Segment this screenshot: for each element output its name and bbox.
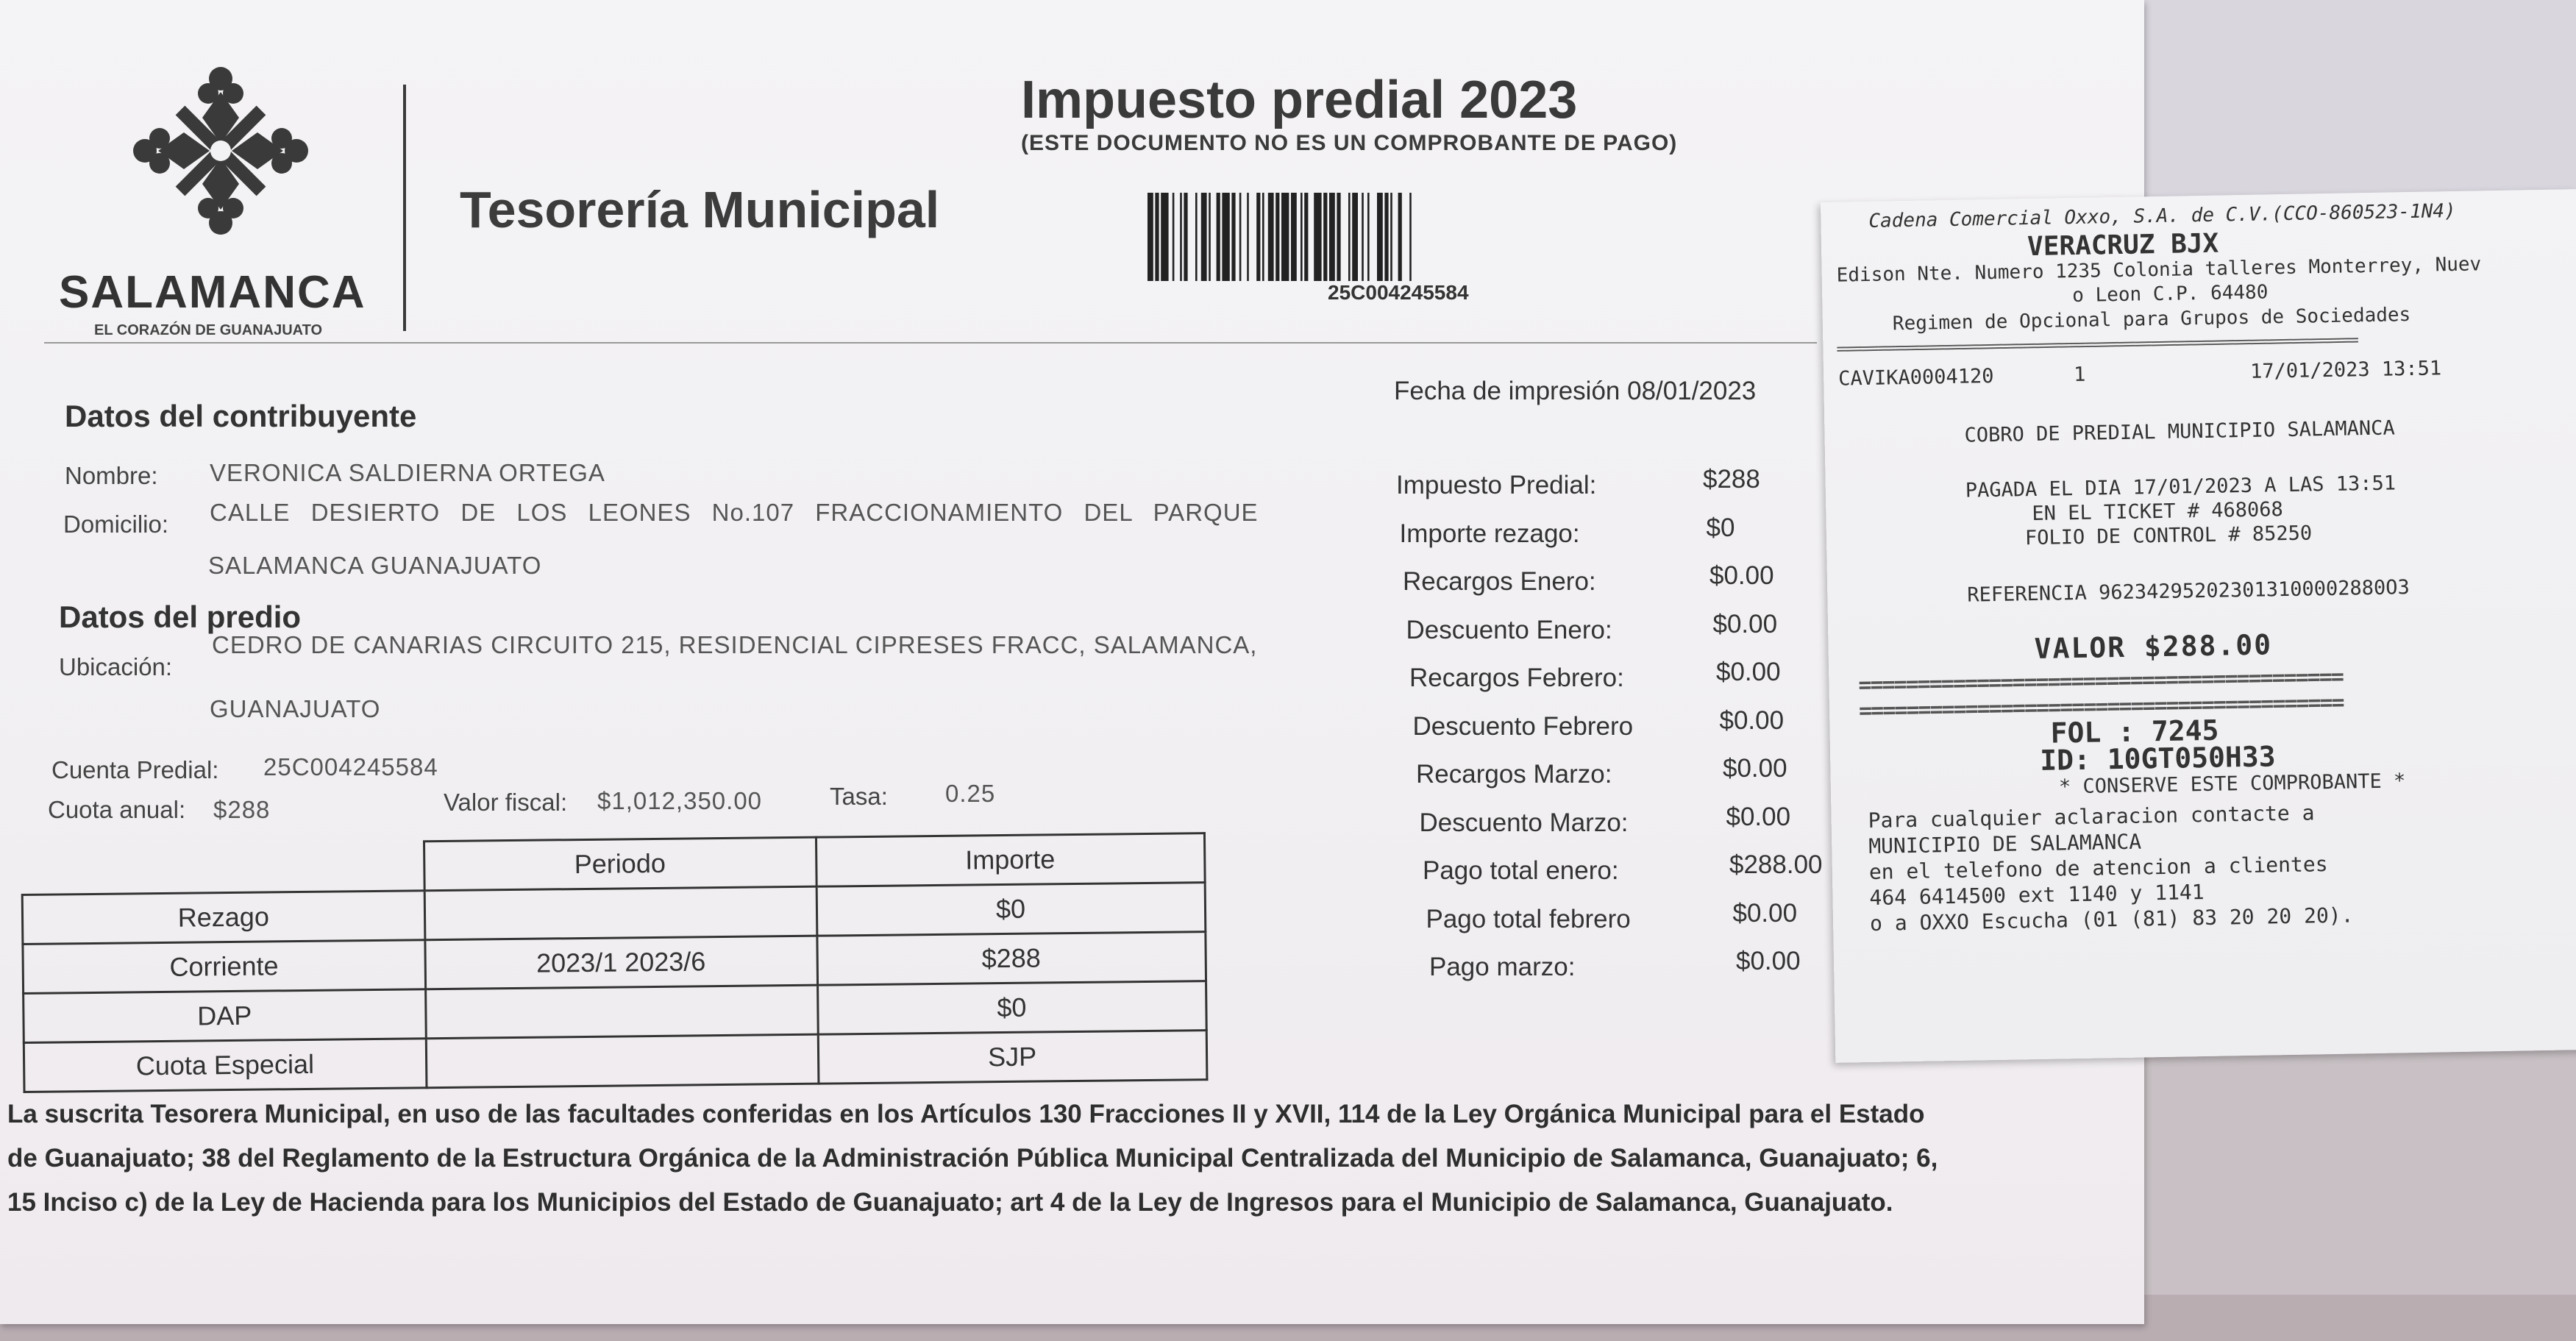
barcode-bar [1304,193,1308,281]
logo-tagline: EL CORAZÓN DE GUANAJUATO [94,322,323,338]
table-header-periodo: Periodo [424,837,816,891]
receipt-folio-control: FOLIO DE CONTROL # 85250 [2024,522,2313,550]
receipt-ticket-number: EN EL TICKET # 468068 [2032,498,2284,526]
receipt-address-line2: o Leon C.P. 64480 [2072,281,2269,307]
desglose-value: $0.00 [1719,705,1785,735]
receipt-datetime: 17/01/2023 13:51 [2249,357,2442,383]
barcode-bar [1281,193,1289,281]
contribuyente-heading: Datos del contribuyente [65,399,417,433]
barcode-bar [1314,193,1321,281]
table-header-cell [22,842,424,895]
receipt-company: Cadena Comercial Oxxo, S.A. de C.V.(CCO-860523-1N4) [1868,199,2456,232]
desglose-value: $0.00 [1723,754,1787,783]
desglose-label: Importe rezago: [1399,519,1580,548]
barcode-bar [1222,193,1229,281]
barcode-bar [1323,193,1327,281]
desglose-label: Pago marzo: [1429,953,1576,981]
receipt-store: VERACRUZ BJX [2027,228,2219,263]
barcode-bar [1275,193,1279,281]
barcode-bar [1239,193,1242,281]
receipt-note-line1: Para cualquier aclaracion contacte a [1868,800,2315,833]
receipt-divider: ========================================= [1858,664,2344,699]
barcode-bar [1231,193,1235,281]
desglose-label: Descuento Marzo: [1419,808,1629,837]
barcode-bar [1262,193,1264,281]
barcode-bar [1352,193,1358,281]
header-divider [403,85,406,331]
row-concepto: Corriente [23,940,425,994]
domicilio-label: Domicilio: [63,511,169,538]
receipt-id: ID: 10GT050H33 [2039,740,2276,777]
barcode-bar [1291,193,1297,281]
tasa-value: 0.25 [945,780,996,807]
barcode-bar [1377,193,1383,281]
receipt-conserve: * CONSERVE ESTE COMPROBANTE * [2058,769,2406,799]
receipt-fol: FOL : 7245 [2050,714,2219,750]
receipt-caja: 1 [2073,363,2086,387]
cuenta-predial-value: 25C004245584 [263,753,438,780]
barcode-bar [1195,193,1198,281]
row-concepto: DAP [24,989,426,1043]
nombre-label: Nombre: [65,462,158,489]
row-importe: $0 [817,981,1206,1035]
desglose-value: $0.00 [1726,802,1791,831]
barcode-bar [1384,193,1388,281]
oxxo-receipt [1821,189,2576,1063]
desglose-value: $0.00 [1732,898,1798,928]
fecha-impresion: Fecha de impresión 08/01/2023 [1394,377,1757,405]
domicilio-value-line2: SALAMANCA GUANAJUATO [208,552,542,579]
desglose-label: Recargos Marzo: [1416,760,1612,789]
desglose-label: Pago total febrero [1426,904,1631,933]
receipt-paid: PAGADA EL DIA 17/01/2023 A LAS 13:51 [1965,472,2397,502]
barcode-bar [1155,193,1159,281]
barcode-bar [1161,193,1168,281]
periodo-table [21,832,1208,1093]
barcode-bar [1180,193,1182,281]
desglose-value: $0 [1706,513,1735,542]
document-subtitle: (ESTE DOCUMENTO NO ES UN COMPROBANTE DE PAGO) [1021,131,1678,155]
barcode-icon [1148,193,1655,281]
barcode-bar [1184,193,1187,281]
barcode-number: 25C004245584 [1328,281,1469,304]
barcode-bar [1173,193,1175,281]
document-title: Impuesto predial 2023 [1021,71,1578,129]
row-importe: $288 [816,932,1206,986]
barcode-bar [1337,193,1340,281]
receipt-divider: =============================================================== [1836,331,2358,359]
barcode-bar [1256,193,1260,281]
desglose-value: $288 [1703,465,1760,494]
desglose-value: $288.00 [1729,850,1823,879]
barcode-bar [1268,193,1274,281]
tasa-label: Tasa: [830,783,888,810]
receipt-valor: VALOR $288.00 [2034,628,2273,666]
desglose-label: Impuesto Predial: [1396,471,1597,499]
row-periodo: 2023/1 2023/6 [424,936,817,989]
desglose-value: $0.00 [1712,609,1778,639]
receipt-note-line3: en el telefono de atencion a clientes [1868,852,2328,884]
desglose-value: $0.00 [1716,658,1781,686]
barcode-bar [1209,193,1211,281]
receipt-note-line5: o a OXXO Escucha (01 (81) 83 20 20 20). [1869,903,2354,936]
cuota-anual-value: $288 [213,796,271,823]
domicilio-value-line1: CALLE DESIERTO DE LOS LEONES No.107 FRACCIONAMIENTO DEL PARQUE [210,499,1259,526]
barcode-bar [1362,193,1364,281]
row-periodo [424,886,817,940]
desglose-label: Descuento Enero: [1406,615,1612,644]
row-importe: $0 [816,883,1206,936]
desglose-value: $0.00 [1736,947,1801,975]
receipt-address-line1: Edison Nte. Numero 1235 Colonia talleres Monterrey, Nuev [1836,253,2482,287]
desglose-label: Recargos Febrero: [1409,664,1624,692]
barcode-bar [1247,193,1249,281]
receipt-note-line4: 464 6414500 ext 1140 y 1141 [1869,880,2205,910]
ubicacion-value-line2: GUANAJUATO [210,695,381,722]
row-concepto: Cuota Especial [24,1039,426,1092]
desglose-label: Recargos Enero: [1403,567,1596,596]
barcode-bar [1217,193,1220,281]
barcode-bar [1367,193,1370,281]
predio-heading: Datos del predio [59,600,302,634]
cuenta-predial-label: Cuenta Predial: [51,756,219,783]
receipt-divider: ========================================= [1858,689,2344,725]
ubicacion-value-line1: CEDRO DE CANARIAS CIRCUITO 215, RESIDENCIAL CIPRESES FRACC, SALAMANCA, [212,631,1258,658]
receipt-concept: COBRO DE PREDIAL MUNICIPIO SALAMANCA [1964,416,2395,447]
desglose-label: Pago total enero: [1423,856,1619,885]
row-periodo [425,985,818,1039]
valor-fiscal-label: Valor fiscal: [444,789,568,816]
row-periodo [426,1034,819,1088]
cuota-anual-label: Cuota anual: [48,796,186,823]
row-concepto: Rezago [22,891,424,945]
barcode-bar [1301,193,1303,281]
barcode-bar [1329,193,1335,281]
barcode-bar [1390,193,1392,281]
receipt-referencia: REFERENCIA 962342952023013100002880O3 [1967,576,2410,607]
table-header-importe: Importe [816,833,1205,887]
barcode-bar [1398,193,1402,281]
header-rule [44,342,1817,344]
valor-fiscal-value: $1,012,350.00 [597,787,763,814]
logo-wordmark: SALAMANCA [59,267,366,318]
receipt-note-line2: MUNICIPIO DE SALAMANCA [1868,829,2142,858]
office-name: Tesorería Municipal [460,181,940,238]
row-importe: SJP [818,1031,1207,1084]
legal-text: La suscrita Tesorera Municipal, en uso de las facultades conferidas en los Artículos 130 Fracciones II y XVII, 114 de la Ley Orgánica Municipal para el Estado de Guanajuato; 38 del Reglamento de la Estructura Orgánica de la Administración Pública Municipal Centralizada del Municipio de Salamanca, Guanajuato; 6, 15 Inciso c) de la Ley de Hacienda para los Municipios del Estado de Guanajuato; art 4 de la Ley de Ingresos para el Municipio de Salamanca, Guanajuato. [7,1100,1938,1217]
desglose-label: Descuento Febrero [1412,711,1634,741]
receipt-cashier: CAVIKA0004120 [1837,364,1994,391]
barcode-bar [1409,193,1412,281]
barcode-bar [1348,193,1351,281]
barcode-bar [1201,193,1207,281]
desglose-value: $0.00 [1709,561,1774,590]
salamanca-logo-icon [129,63,313,239]
barcode-bar [1148,193,1153,281]
ubicacion-label: Ubicación: [59,653,173,680]
nombre-value: VERONICA SALDIERNA ORTEGA [210,459,605,486]
receipt-regimen: Regimen de Opcional para Grupos de Sociedades [1892,304,2411,335]
